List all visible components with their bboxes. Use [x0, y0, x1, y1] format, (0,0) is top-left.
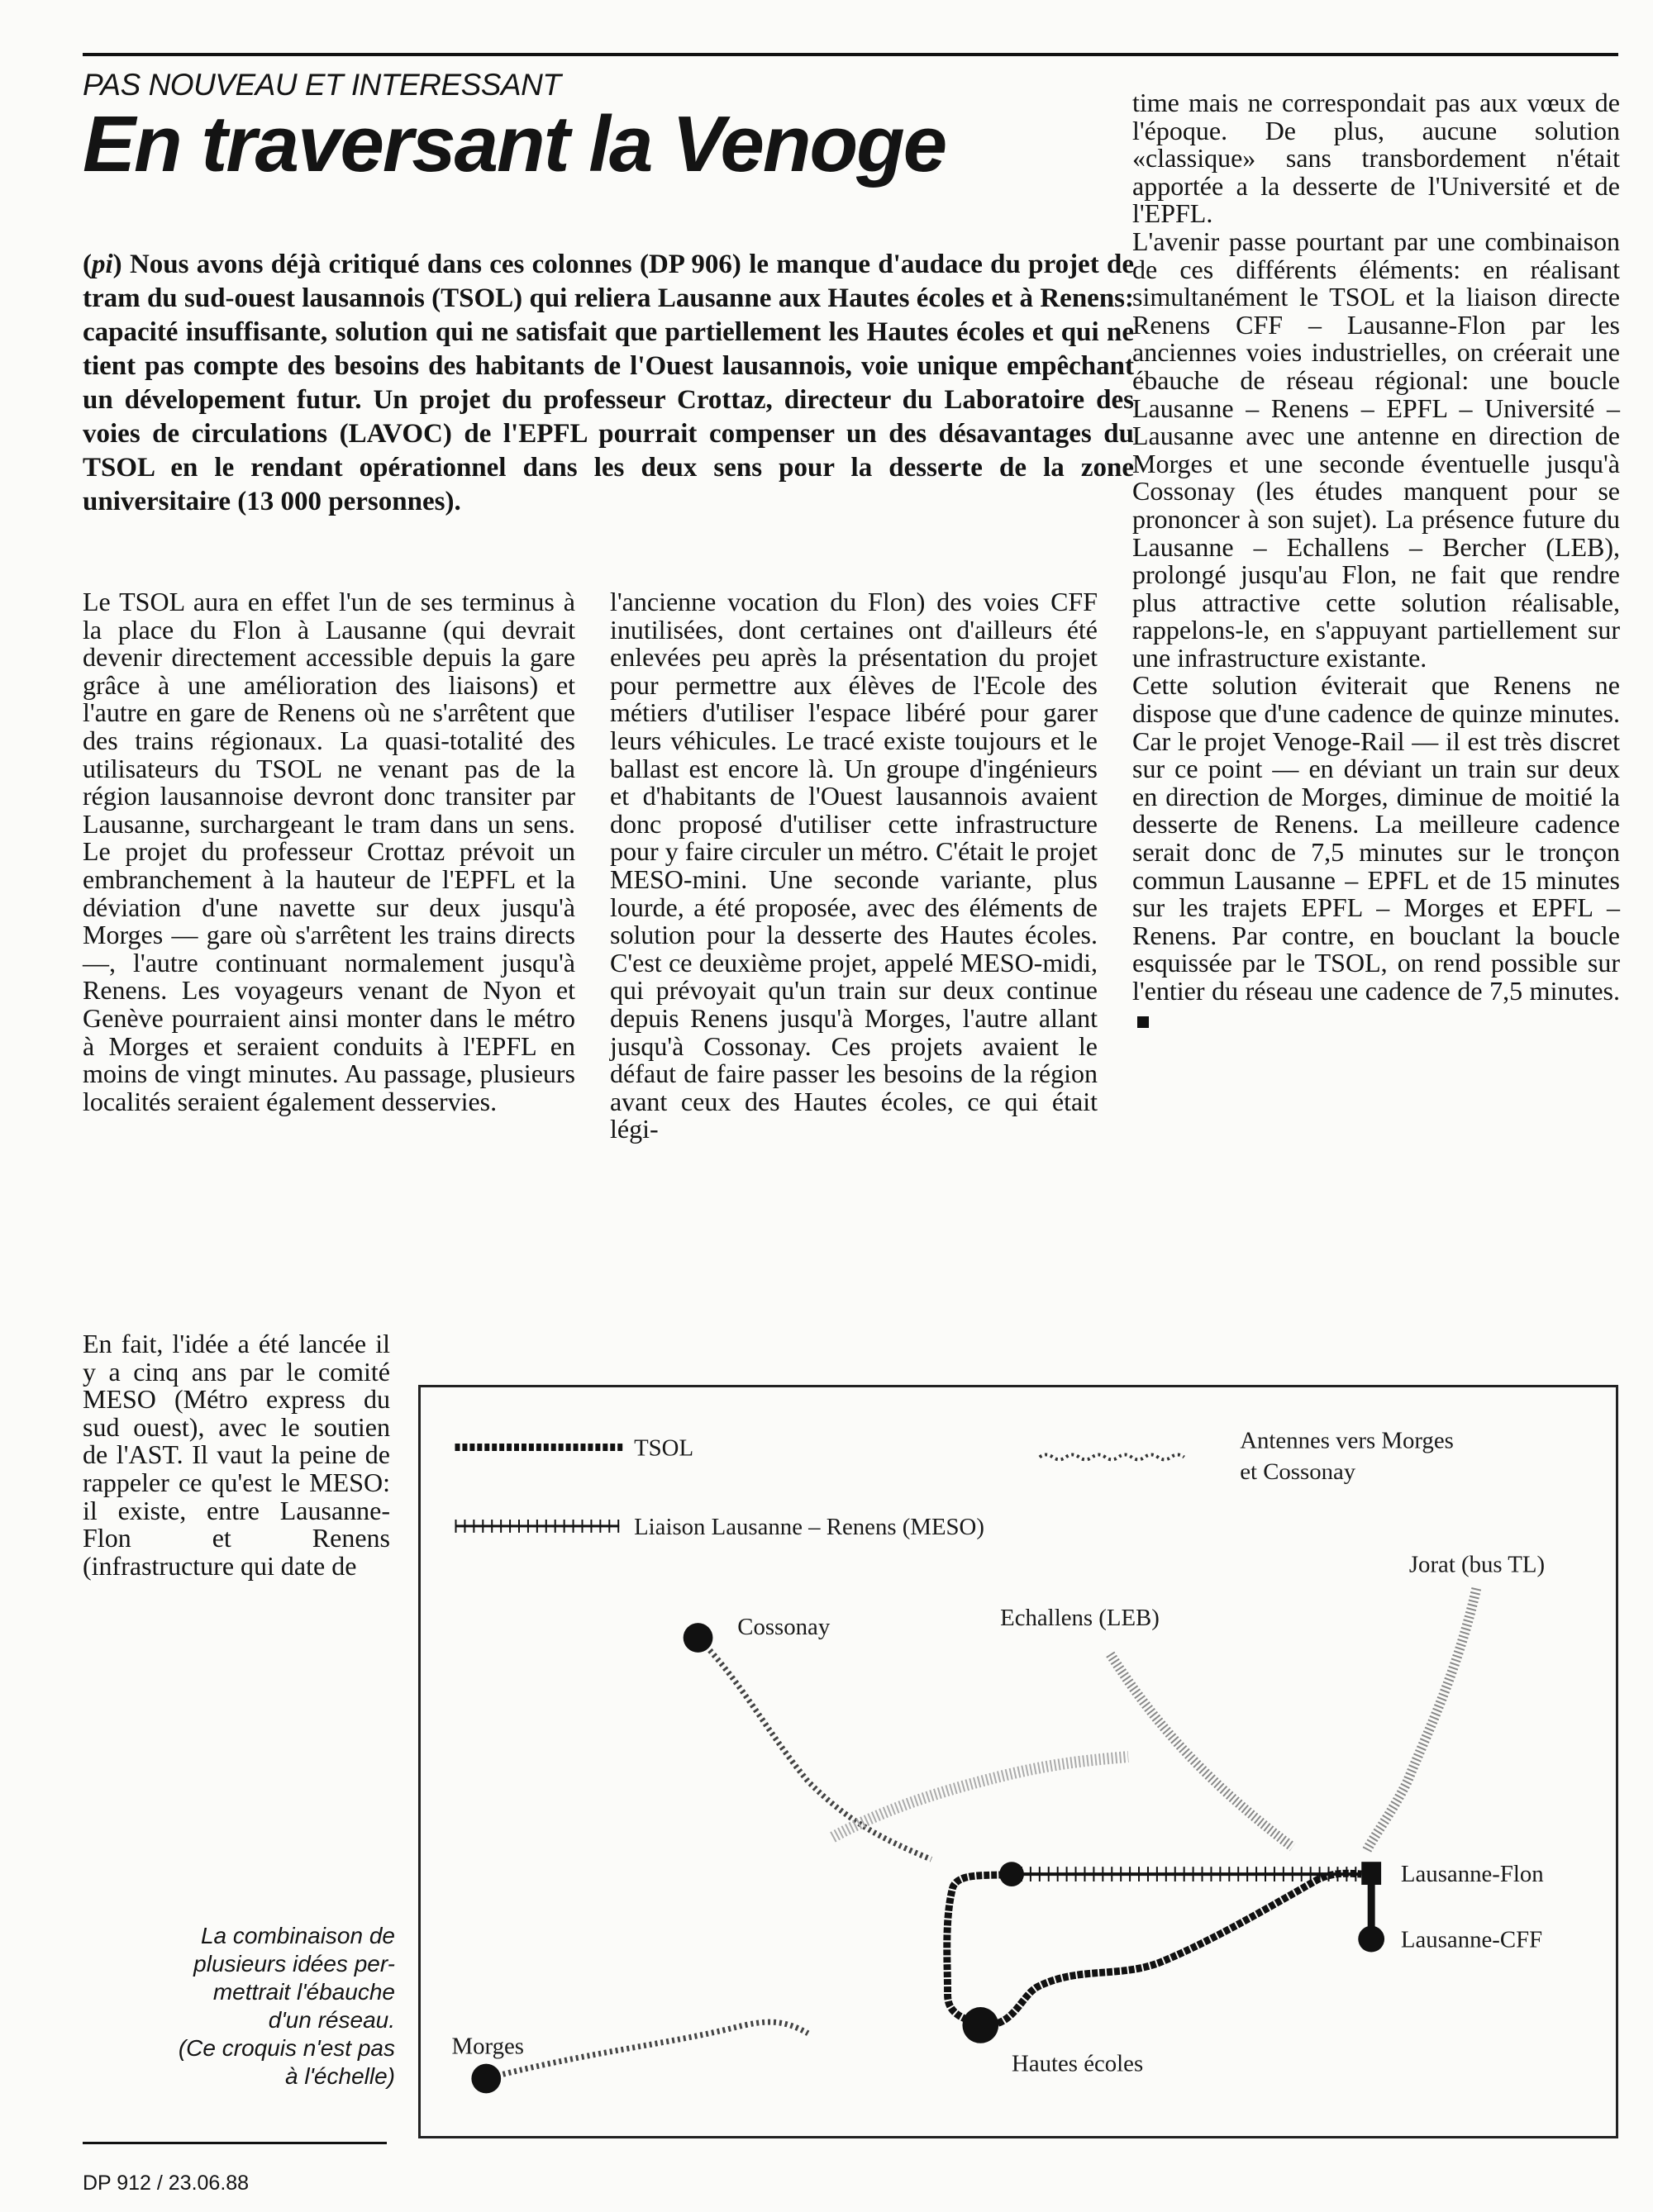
kicker: PAS NOUVEAU ET INTERESSANT — [83, 68, 561, 102]
column-1-text: Le TSOL aura en effet l'un de ses terminus à la place du Flon à Lausanne (qui devrait devenir directement accessible depuis la gare grâce à une amélioration des liaisons) et l'autre en gare de Renens où ne s'arrêtent que des trains régionaux. La quasi-totalité des utilisateurs du TSOL ne venant pas de la région lausannoise devront donc transiter par Lausanne, surchargeant le tram dans un sens. Le projet du professeur Crottaz prévoit un embranchement à la hauteur de l'EPFL et la déviation d'une navette sur deux jusqu'à Morges — gare où s'arrêtent les trains directs —, l'autre continuant normalement jusqu'à Renens. Les voyageurs venant de Nyon et Genève pourraient ainsi monter dans le métro à Morges et seraient conduits à l'EPFL en moins de vingt minutes. Au passage, plusieurs localités seraient également desservies. — [83, 587, 575, 1116]
column-2 — [610, 588, 1098, 1144]
caption-line-3: mettrait l'ébauche — [212, 1979, 395, 2005]
label-echallens: Echallens (LEB) — [1000, 1605, 1160, 1632]
column-2-text: l'ancienne vocation du Flon) des voies CFF inutilisées, dont certaines ont d'ailleurs été enlevées peu après la présentation du projet pour permettre aux élèves de l'Ecole des métiers d'utiliser l'espace libéré pour garer leurs véhicules. Le tracé existe toujours et le ballast est encore là. Un groupe d'ingénieurs et d'habitants de l'Ouest lausannois avaient donc proposé d'utiliser cette infrastructure pour y faire circuler un métro. C'était le projet MESO-mini. Une seconde variante, plus lourde, a été proposée, avec des éléments de solution pour la desserte des Hautes écoles. C'est ce deuxième projet, appelé MESO-midi, qui prévoyait qu'un train sur deux continue depuis Renens jusqu'à Morges, l'autre allant jusqu'à Cossonay. Ces projets avaient le défaut de faire passer les besoins de la région avant ceux des Hautes écoles, ce qui était légi- — [610, 587, 1098, 1144]
antenna-leb — [1110, 1654, 1293, 1847]
caption-line-1: La combinaison de — [200, 1923, 395, 1948]
station-morges — [471, 2064, 501, 2094]
column-1-continued — [83, 1330, 390, 1580]
antenna-cossonay — [698, 1638, 931, 1859]
legend-antennes-line — [1040, 1454, 1184, 1459]
network-map — [418, 1385, 1618, 2138]
end-mark — [1137, 1016, 1149, 1028]
network-map-svg — [421, 1387, 1616, 2136]
column-3-paragraph-3 — [1132, 672, 1620, 1033]
legend-tsol-label: TSOL — [634, 1434, 694, 1462]
station-hautes-ecoles — [962, 2007, 998, 2043]
label-cossonay: Cossonay — [737, 1614, 831, 1641]
label-morges: Morges — [451, 2033, 525, 2060]
column-1 — [83, 588, 575, 1116]
footer-issue: DP 912 / 23.06.88 — [83, 2172, 250, 2195]
antenna-morges — [486, 2022, 807, 2078]
footer-rule — [83, 2142, 387, 2144]
caption-line-2: plusieurs idées per- — [193, 1951, 395, 1977]
map-caption — [83, 1922, 395, 2091]
label-hautes-ecoles: Hautes écoles — [1012, 2050, 1144, 2077]
author-tag: pi — [92, 250, 113, 279]
caption-line-4: d'un réseau. — [268, 2007, 395, 2033]
headline: En traversant la Venoge — [83, 100, 946, 188]
column-3 — [1132, 89, 1620, 1033]
column-3-paragraph-2: L'avenir passe pourtant par une combinaison de ces différents éléments: en réalisant simultanément le TSOL et la liaison directe Renens CFF – Lausanne-Flon par les anciennes voies industrielles, on créerait une ébauche de réseau régional: une boucle Lausanne – Renens – EPFL – Université – Lausanne avec une antenne en direction de Morges et une seconde éventuelle jusqu'à Cossonay (les études manquent pour se prononcer à son sujet). La présence future du Lausanne – Echallens – Bercher (LEB), prolongé jusqu'au Flon, ne fait que rendre plus attractive cette solution réalisable, rappelons-le, en s'appuyant partiellement sur une infrastructure existante. — [1132, 226, 1620, 673]
tsol-loop — [947, 1873, 1361, 2024]
label-jorat: Jorat (bus TL) — [1408, 1551, 1546, 1578]
caption-line-5: (Ce croquis n'est pas — [178, 2035, 395, 2061]
caption-line-6: à l'échelle) — [285, 2063, 395, 2089]
legend-antennes-label-1: Antennes vers Morges — [1240, 1427, 1454, 1454]
label-lausanne-flon: Lausanne-Flon — [1400, 1861, 1544, 1888]
column-1b-text: En fait, l'idée a été lancée il y a cinq ans par le comité MESO (Métro express du sud ouest), avec le soutien de l'AST. Il vaut la peine de rappeler ce qu'est le MESO: il existe, entre Lausanne-Flon et Renens (infrastructure qui date de — [83, 1329, 390, 1581]
label-lausanne-cff: Lausanne-CFF — [1400, 1926, 1543, 1953]
column-3-paragraph-1: time mais ne correspondait pas aux vœux de l'époque. De plus, aucune solution «classique» sans transbordement n'était apportée a la desserte de l'Université et de l'EPFL. — [1132, 88, 1620, 229]
lead-paragraph: (pi) Nous avons déjà critiqué dans ces colonnes (DP 906) le manque d'audace du projet de tram du sud-ouest lausannois (TSOL) qui reliera Lausanne aux Hautes écoles et à Renens: capacité insuffisante, solution qui ne satisfait que partiellement les Hautes écoles et qui ne tient pas compte des besoins des habitants de l'Ouest lausannois, voie unique empêchant un dévelopement futur. Un projet du professeur Crottaz, directeur du Laboratoire des voies de circulations (LAVOC) de l'EPFL pourrait compenser un des désavantages du TSOL en le rendant opérationnel dans les deux sens pour la desserte de la zone universitaire (13 000 personnes). — [83, 250, 1134, 516]
station-lausanne-cff — [1358, 1926, 1384, 1953]
antenna-echallens — [832, 1757, 1128, 1837]
antenna-jorat — [1366, 1588, 1476, 1851]
lead-text: Nous avons déjà critiqué dans ces colonnes (DP 906) le manque d'audace du projet de tram du sud-ouest lausannois (TSOL) qui reliera Lausanne aux Hautes écoles et à Renens: capacité insuffisante, solution qui ne satisfait que partiellement les Hautes écoles et qui ne tient pas compte des besoins des habitants de l'Ouest lausannois, voie unique empêchant un dévelopement futur. Un projet du professeur Crottaz, directeur du Laboratoire des voies de circulations (LAVOC) de l'EPFL pourrait compenser un des désavantages du TSOL en le rendant opérationnel dans les deux sens pour la desserte de la zone universitaire (13 000 personnes). — [83, 250, 1134, 516]
top-rule — [83, 53, 1618, 56]
station-renens — [999, 1862, 1024, 1886]
station-cossonay — [684, 1623, 713, 1653]
legend-meso-label: Liaison Lausanne – Renens (MESO) — [634, 1513, 984, 1540]
station-lausanne-flon — [1361, 1862, 1381, 1885]
legend-antennes-label-2: et Cossonay — [1240, 1458, 1356, 1486]
column-3-paragraph-3-text: Cette solution éviterait que Renens ne dispose que d'une cadence de quinze minutes. Car le projet Venoge-Rail — il est très discret sur ce point — en déviant un train sur deux en direction de Morges, diminue de moitié la desserte de Renens. La meilleure cadence serait donc de 7,5 minutes sur le tronçon commun Lausanne – EPFL et de 15 minutes sur les trajets EPFL – Morges et EPFL – Renens. Par contre, en bouclant la boucle esquissée par le TSOL, on rend possible sur l'entier du réseau une cadence de 7,5 minutes. — [1132, 670, 1620, 1006]
